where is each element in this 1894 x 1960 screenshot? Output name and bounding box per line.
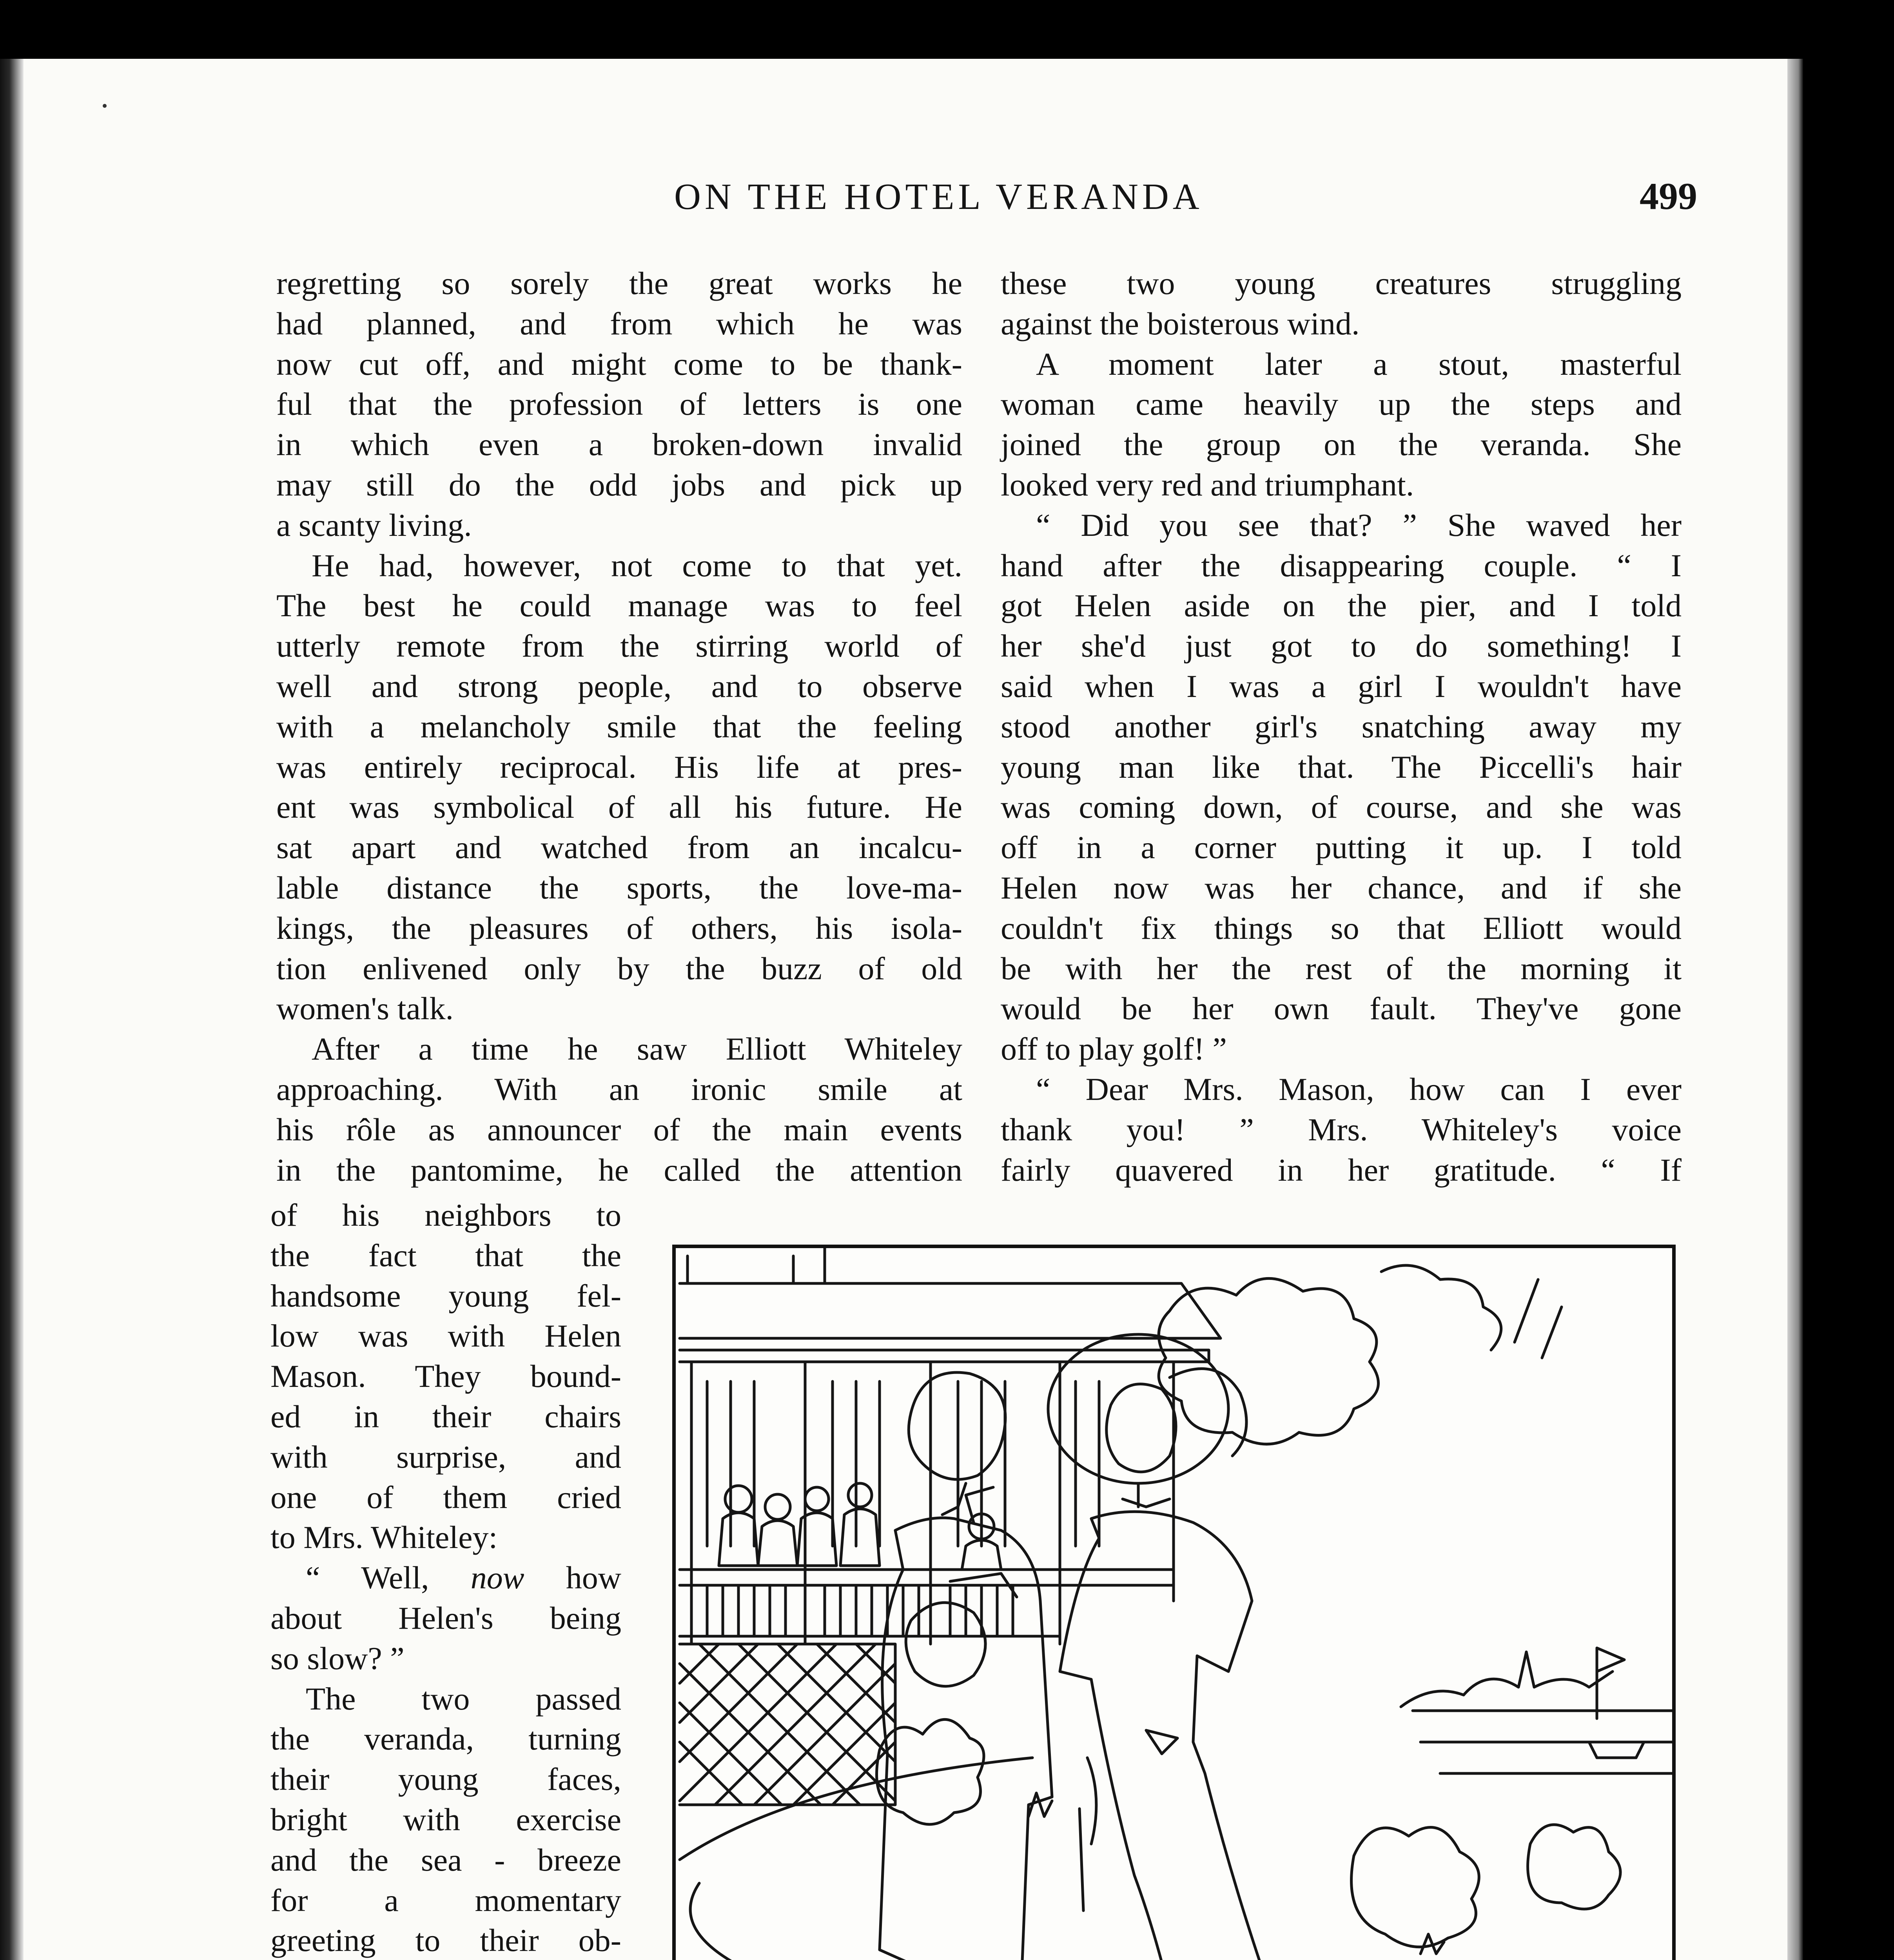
text-line: ent was symbolical of all his future. He — [276, 789, 962, 825]
text-line: thank you! ” Mrs. Whiteley's voice — [1001, 1111, 1682, 1147]
text-line: The two passed — [306, 1681, 621, 1717]
text-line: young man like that. The Piccelli's hair — [1001, 749, 1682, 785]
text-line: woman came heavily up the steps and — [1001, 386, 1682, 422]
text-line: well and strong people, and to observe — [276, 668, 962, 704]
text-line: kings, the pleasures of others, his isola- — [276, 910, 962, 946]
text-line: women's talk. — [276, 991, 454, 1027]
text-line: a scanty living. — [276, 507, 472, 543]
text-line: approaching. With an ironic smile at — [276, 1071, 962, 1107]
right-column-text — [1001, 263, 1682, 1190]
left-column-text — [276, 263, 962, 1190]
text-line: about Helen's being — [270, 1600, 621, 1636]
text-line: said when I was a girl I wouldn't have — [1001, 668, 1682, 704]
text-line: off to play golf! ” — [1001, 1031, 1227, 1067]
text-line: was coming down, of course, and she was — [1001, 789, 1682, 825]
text-line: ful that the profession of letters is one — [276, 386, 962, 422]
text-line: Helen now was her chance, and if she — [1001, 869, 1682, 906]
text-line: fairly quavered in her gratitude. “ If — [1001, 1152, 1682, 1188]
text-line: ed in their chairs — [270, 1398, 621, 1434]
text-line: the veranda, turning — [270, 1721, 621, 1757]
text-line: the fact that the — [270, 1237, 621, 1273]
running-head: ON THE HOTEL VERANDA — [674, 176, 1203, 217]
text-line: joined the group on the veranda. She — [1001, 426, 1682, 463]
text-line: lable distance the sports, the love-ma- — [276, 869, 962, 906]
illustration — [672, 1245, 1676, 1960]
text-line: to Mrs. Whiteley: — [270, 1519, 498, 1555]
text-line: his rôle as announcer of the main events — [276, 1111, 962, 1147]
text-line: sat apart and watched from an incalcu- — [276, 829, 962, 866]
text-line: regretting so sorely the great works he — [276, 265, 962, 301]
text-line: low was with Helen — [270, 1318, 621, 1354]
text-line: their young faces, — [270, 1761, 621, 1797]
text-line: stood another girl's snatching away my — [1001, 708, 1682, 744]
text-line: A moment later a stout, masterful — [1036, 346, 1682, 382]
text-line: “ Dear Mrs. Mason, how can I ever — [1036, 1071, 1682, 1107]
text-line: After a time he saw Elliott Whiteley — [312, 1031, 962, 1067]
text-line: utterly remote from the stirring world of — [276, 628, 962, 664]
text-line: greeting to their ob- — [270, 1922, 621, 1958]
text-line: hand after the disappearing couple. “ I — [1001, 547, 1682, 583]
text-line: “ Did you see that? ” She waved her — [1036, 507, 1682, 543]
text-line: in which even a broken-down invalid — [276, 426, 962, 463]
text-line: handsome young fel- — [270, 1278, 621, 1314]
text-line: had planned, and from which he was — [276, 305, 962, 341]
text-line: with surprise, and — [270, 1439, 621, 1475]
text-line: in the pantomime, he called the attention — [276, 1152, 962, 1188]
margin-speck — [103, 104, 107, 108]
text-line: looked very red and triumphant. — [1001, 466, 1414, 503]
text-line: one of them cried — [270, 1479, 621, 1515]
page-right-edge — [1787, 59, 1803, 1960]
text-line: He had, however, not come to that yet. — [312, 547, 962, 583]
text-line: her she'd just got to do something! I — [1001, 628, 1682, 664]
text-line: couldn't fix things so that Elliott would — [1001, 910, 1682, 946]
text-line: with a melancholy smile that the feeling — [276, 708, 962, 744]
text-line: for a momentary — [270, 1882, 621, 1918]
text-line: tion enlivened only by the buzz of old — [276, 950, 962, 986]
text-line: may still do the odd jobs and pick up — [276, 466, 962, 503]
text-line: of his neighbors to — [270, 1197, 621, 1233]
text-line: Mason. They bound- — [270, 1358, 621, 1394]
book-spine-edge — [0, 59, 24, 1960]
text-line: and the sea - breeze — [270, 1842, 621, 1878]
couple-illustration-icon — [676, 1248, 1672, 1960]
text-line: was entirely reciprocal. His life at pres- — [276, 749, 962, 785]
text-line: against the boisterous wind. — [1001, 305, 1360, 341]
page-number: 499 — [1640, 175, 1697, 218]
text-line: these two young creatures struggling — [1001, 265, 1682, 301]
narrow-column-text — [270, 1195, 621, 1960]
text-line: so slow? ” — [270, 1640, 405, 1676]
text-line: bright with exercise — [270, 1801, 621, 1837]
text-line: be with her the rest of the morning it — [1001, 950, 1682, 986]
text-line: got Helen aside on the pier, and I told — [1001, 588, 1682, 624]
text-line: The best he could manage was to feel — [276, 588, 962, 624]
text-line: off in a corner putting it up. I told — [1001, 829, 1682, 866]
text-line: would be her own fault. They've gone — [1001, 991, 1682, 1027]
text-line: “ Well, now how — [306, 1560, 622, 1596]
text-line: now cut off, and might come to be thank- — [276, 346, 962, 382]
